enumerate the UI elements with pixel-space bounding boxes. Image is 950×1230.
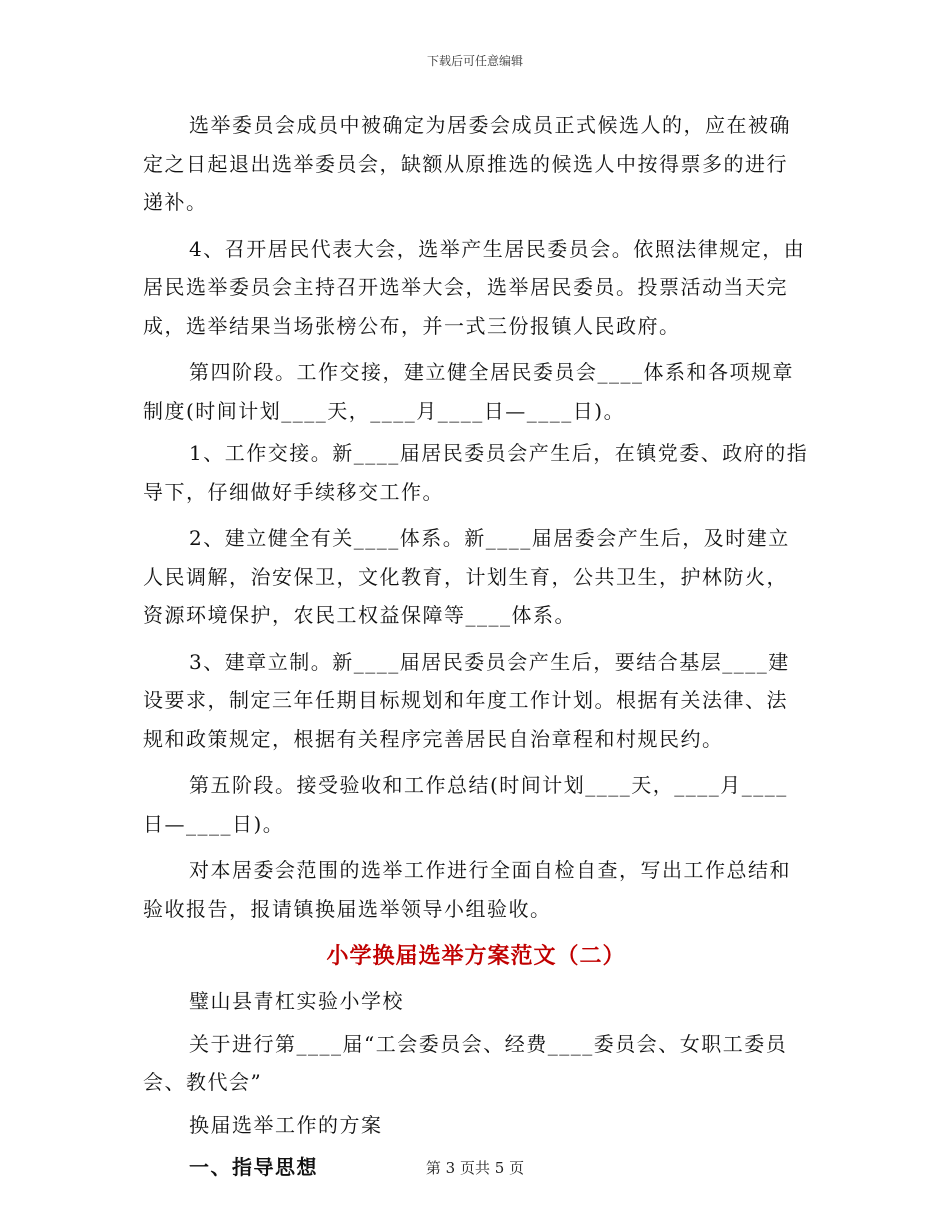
paragraph: 1、工作交接。新____届居民委员会产生后，在镇党委、政府的指导下，仔细做好手续移交工作。 [143, 441, 809, 504]
page-header: 下载后可任意编辑 [426, 54, 523, 68]
paragraph: 第四阶段。工作交接，建立健全居民委员会____体系和各项规章制度(时间计划____天，____月____日—____日)。 [143, 360, 794, 423]
paragraph: 4、召开居民代表大会，选举产生居民委员会。依照法律规定，由居民选举委员会主持召开选举大会，选举居民委员。投票活动当天完成，选举结果当场张榜公布，并一式三份报镇人民政府。 [143, 236, 806, 338]
document-body [143, 106, 809, 1195]
paragraph: 3、建章立制。新____届居民委员会产生后，要结合基层____建设要求，制定三年任期目标规划和年度工作计划。根据有关法律、法规和政策规定，根据有关程序完善居民自治章程和村规民约。 [143, 649, 790, 751]
plan-title: 换届选举工作的方案 [189, 1112, 383, 1137]
school-name: 璧山县青杠实验小学校 [189, 989, 404, 1013]
paragraph: 对本居委会范围的选举工作进行全面自检自查，写出工作总结和验收报告，报请镇换届选举领导小组验收。 [143, 858, 791, 921]
paragraph: 2、建立健全有关____体系。新____届居委会产生后，及时建立人民调解，治安保卫，文化教育，计划生育，公共卫生，护林防火，资源环境保护，农民工权益保障等____体系。 [143, 526, 790, 627]
plan-intro: 关于进行第____届“工会委员会、经费____委员会、女职工委员会、教代会” [143, 1031, 788, 1094]
section-title: 小学换届选举方案范文（二） [326, 943, 626, 969]
page-footer: 第 3 页共 5 页 [425, 1159, 525, 1177]
heading-guiding-principle: 一、指导思想 [189, 1155, 318, 1179]
paragraph: 第五阶段。接受验收和工作总结(时间计划____天，____月____日—____日)。 [143, 773, 788, 836]
paragraph: 选举委员会成员中被确定为居委会成员正式候选人的，应在被确定之日起退出选举委员会，缺额从原推选的候选人中按得票多的进行递补。 [143, 113, 791, 214]
